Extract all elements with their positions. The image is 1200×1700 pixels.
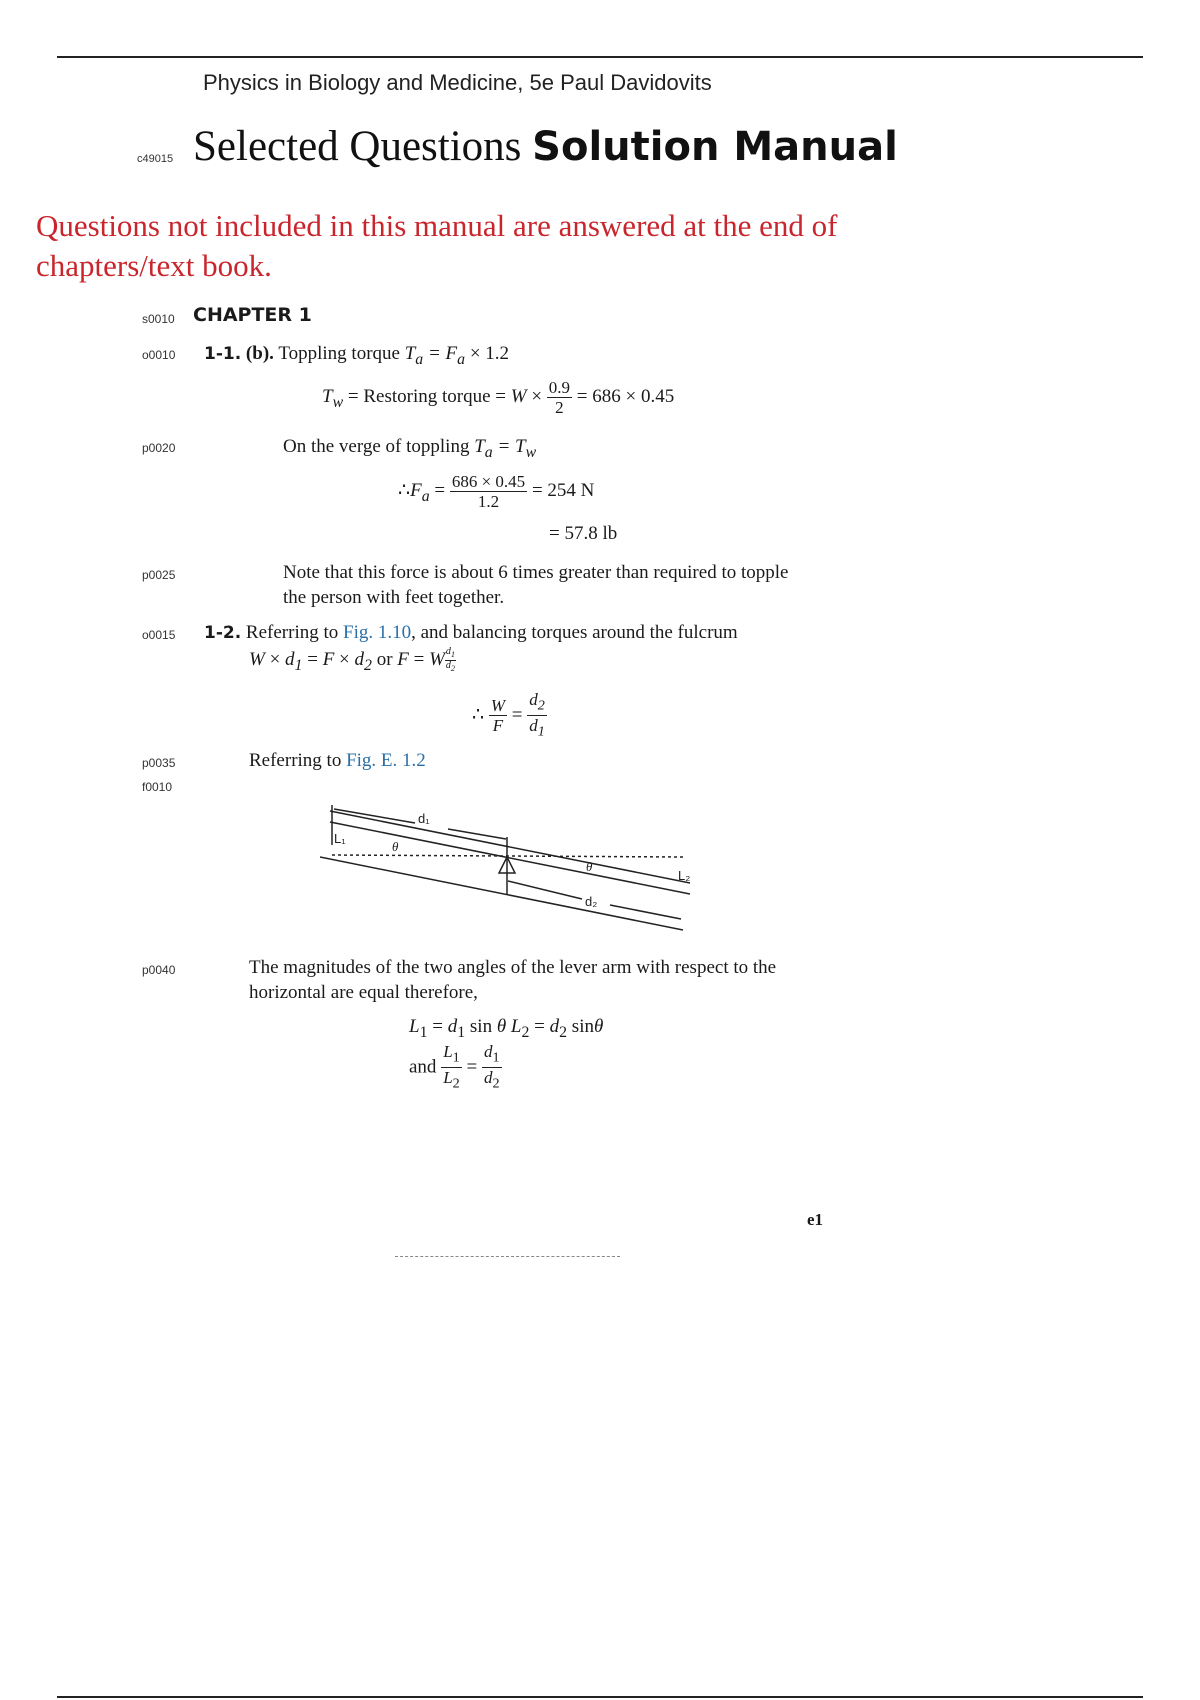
chapter-heading: CHAPTER 1: [193, 304, 312, 326]
fraction-force: $\frac{686 \times 0.45}{1.2}$: [451, 472, 526, 511]
label-d1: d₁: [418, 811, 430, 826]
p0040-text: The magnitudes of the two angles of the lever arm with respect to the horizontal are equal therefore,: [249, 957, 777, 1003]
top-rule: [57, 56, 1143, 58]
q2-tag: o0015: [142, 628, 176, 642]
title-bold: Solution Manual: [532, 124, 898, 170]
fraction-0.9-2: $\frac{0.9}{2}$: [548, 378, 571, 417]
footer-dashes: [395, 1256, 620, 1257]
p0020-text: On the verge of toppling $T_a = T_w$: [283, 436, 537, 461]
label-theta-left: θ: [392, 839, 399, 854]
lengths-equation: $L_1 = d_1$ sin θ $L_2 = d_2$ sinθ: [409, 1016, 604, 1041]
p0035-text: Referring to Fig. E. 1.2: [249, 750, 426, 771]
force-result-n: = 254 N: [531, 479, 595, 501]
d1-arrow-right: [448, 829, 506, 839]
q2-number: 1-2.: [204, 623, 242, 643]
label-d2: d₂: [585, 894, 598, 909]
lever-arm-lower: [330, 822, 690, 894]
title-tag: c49015: [137, 153, 174, 165]
chapter-tag: s0010: [142, 312, 175, 326]
page-number: e1: [807, 1210, 824, 1229]
q1-number: 1-1.: [204, 344, 242, 364]
lever-figure: [320, 795, 700, 935]
f0010-tag: f0010: [142, 780, 173, 794]
label-L1: L₁: [334, 831, 346, 846]
q1-formula: $T_a = F_a$: [404, 343, 466, 368]
p0025-tag: p0025: [142, 568, 176, 582]
force-result-lb: = 57.8 lb: [549, 523, 618, 544]
title-regular: Selected Questions: [193, 123, 522, 170]
force-equation: $\therefore F_a$ = $\frac{686 \times 0.45}{1.2}$ = 254 N: [398, 472, 595, 511]
label-L2: L₂: [678, 868, 691, 883]
label-theta-right: θ: [586, 859, 593, 874]
book-title: Physics in Biology and Medicine, 5e Paul Davidovits: [203, 70, 712, 95]
fig-1-10-link[interactable]: Fig. 1.10: [343, 622, 412, 643]
lengths-ratio: and $\frac{L_1}{L_2}$ = $\frac{d_1}{d_2}$: [409, 1042, 500, 1092]
q1-part: (b).: [245, 343, 274, 364]
p0020-tag: p0020: [142, 441, 176, 455]
q1-text: Toppling torque: [278, 343, 400, 364]
restoring-result: = 686 × 0.45: [576, 385, 675, 407]
restoring-label: = Restoring torque =: [347, 385, 506, 407]
d1-arrow-left: [334, 809, 415, 823]
q1-tag: o0010: [142, 348, 176, 362]
p0035-tag: p0035: [142, 756, 176, 770]
notice-line-1: Questions not included in this manual are answered at the end of: [36, 208, 838, 243]
bottom-rule: [57, 1696, 1143, 1698]
fig-e-1-2-link[interactable]: Fig. E. 1.2: [346, 750, 426, 771]
ratio-equation: ∴ $\frac{W}{F}$ = $\frac{d_2}{d_1}$: [472, 690, 545, 740]
q2-line: 1-2. Referring to Fig. 1.10, and balancing torques around the fulcrum: [204, 622, 738, 643]
q1-line: 1-1. (b). Toppling torque $T_a = F_a \times 1.2$: [204, 343, 510, 368]
restoring-equation: $T_w$ = Restoring torque = W × $\frac{0.9}{2}$ = 686 × 0.45: [322, 378, 675, 417]
p0040-tag: p0040: [142, 963, 176, 977]
notice-line-2: chapters/text book.: [36, 248, 272, 283]
p0025-text: Note that this force is about 6 times greater than required to topple the person with feet together.: [283, 562, 789, 608]
lever-arm-upper: [330, 811, 690, 883]
torque-balance: $W \times d_1 = F \times d_2$ or F = W $\frac{d_1}{d_2}$: [249, 646, 456, 674]
page-title: [193, 122, 898, 171]
notice: [36, 206, 837, 286]
